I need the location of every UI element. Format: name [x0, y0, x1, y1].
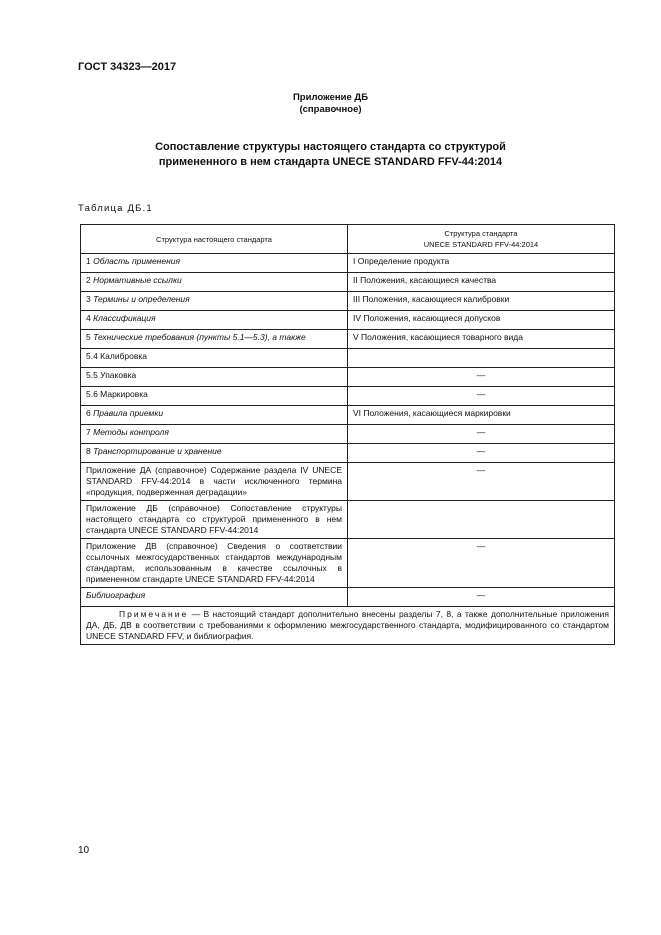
right-cell: VI Положения, касающиеся маркировки [348, 406, 615, 425]
comparison-table [80, 224, 615, 645]
left-cell: 8 Транспортирование и хранение [81, 444, 348, 463]
left-cell: 2 Нормативные ссылки [81, 273, 348, 292]
table-row [81, 387, 615, 406]
table-row [81, 368, 615, 387]
left-cell: 3 Термины и определения [81, 292, 348, 311]
table-row [81, 311, 615, 330]
note-label: Примечание [119, 609, 189, 619]
right-cell: V Положения, касающиеся товарного вида [348, 330, 615, 349]
col1-header: Структура настоящего стандарта [81, 225, 348, 254]
standard-header: ГОСТ 34323—2017 [78, 61, 177, 73]
right-cell: — [348, 368, 615, 387]
right-cell: I Определение продукта [348, 254, 615, 273]
table-row [81, 292, 615, 311]
right-cell: — [348, 588, 615, 607]
left-cell: 7 Методы контроля [81, 425, 348, 444]
right-cell: — [348, 425, 615, 444]
table-row [81, 444, 615, 463]
table-row [81, 463, 615, 501]
table-row [81, 539, 615, 588]
table-note [81, 607, 615, 645]
table-row [81, 406, 615, 425]
table-row [81, 501, 615, 539]
right-cell: — [348, 387, 615, 406]
right-cell [348, 501, 615, 539]
left-cell: Библиография [81, 588, 348, 607]
note-text: — В настоящий стандарт дополнительно внесены разделы 7, 8, а также дополнительные приложения ДА, ДБ, ДВ в соответствии с требованиями к оформлению межгосударственного стандарта, модифицированного со стандартом UNECE STANDARD FFV, и библиография. [86, 609, 609, 641]
left-cell: 5 Технические требования (пункты 5.1—5.3), а также [81, 330, 348, 349]
left-cell: 5.4 Калибровка [81, 349, 348, 368]
appendix-heading-line-2: примененного в нем стандарта UNECE STANDARD FFV-44:2014 [158, 156, 503, 168]
table-label: Таблица ДБ.1 [78, 203, 153, 214]
table-row [81, 425, 615, 444]
left-cell: 6 Правила приемки [81, 406, 348, 425]
right-cell: IV Положения, касающиеся допусков [348, 311, 615, 330]
left-cell: 4 Классификация [81, 311, 348, 330]
page-number: 10 [78, 845, 90, 856]
table-row [81, 254, 615, 273]
appendix-heading-line-1: Сопоставление структуры настоящего стандарта со структурой [155, 141, 506, 153]
table-header-row [81, 225, 615, 254]
col2-header: Структура стандарта UNECE STANDARD FFV-44:2014 [348, 225, 615, 254]
right-cell [348, 349, 615, 368]
appendix-title: Приложение ДБ [292, 92, 369, 103]
right-cell: — [348, 463, 615, 501]
right-cell: II Положения, касающиеся качества [348, 273, 615, 292]
appendix-subtitle: (справочное) [299, 104, 362, 115]
left-cell: Приложение ДА (справочное) Содержание раздела IV UNECE STANDARD FFV-44:2014 в части исключенного термина «продукция, подверженная деградации» [81, 463, 348, 501]
table-note-row [81, 607, 615, 645]
table-row [81, 349, 615, 368]
table-row [81, 588, 615, 607]
left-cell: 5.5 Упаковка [81, 368, 348, 387]
right-cell: — [348, 444, 615, 463]
table-row [81, 330, 615, 349]
left-cell: 5.6 Маркировка [81, 387, 348, 406]
left-cell: Приложение ДБ (справочное) Сопоставление структуры настоящего стандарта со структурой примененного в нем стандарта UNECE STANDARD FFV-44:2014 [81, 501, 348, 539]
left-cell: Приложение ДВ (справочное) Сведения о соответствии ссылочных межгосударственных стандартов международным стандартам, использованным в качестве ссылочных в примененном стандарте UNECE STANDARD FFV-44:2014 [81, 539, 348, 588]
right-cell: — [348, 539, 615, 588]
left-cell: 1 Область применения [81, 254, 348, 273]
right-cell: III Положения, касающиеся калибровки [348, 292, 615, 311]
table-row [81, 273, 615, 292]
